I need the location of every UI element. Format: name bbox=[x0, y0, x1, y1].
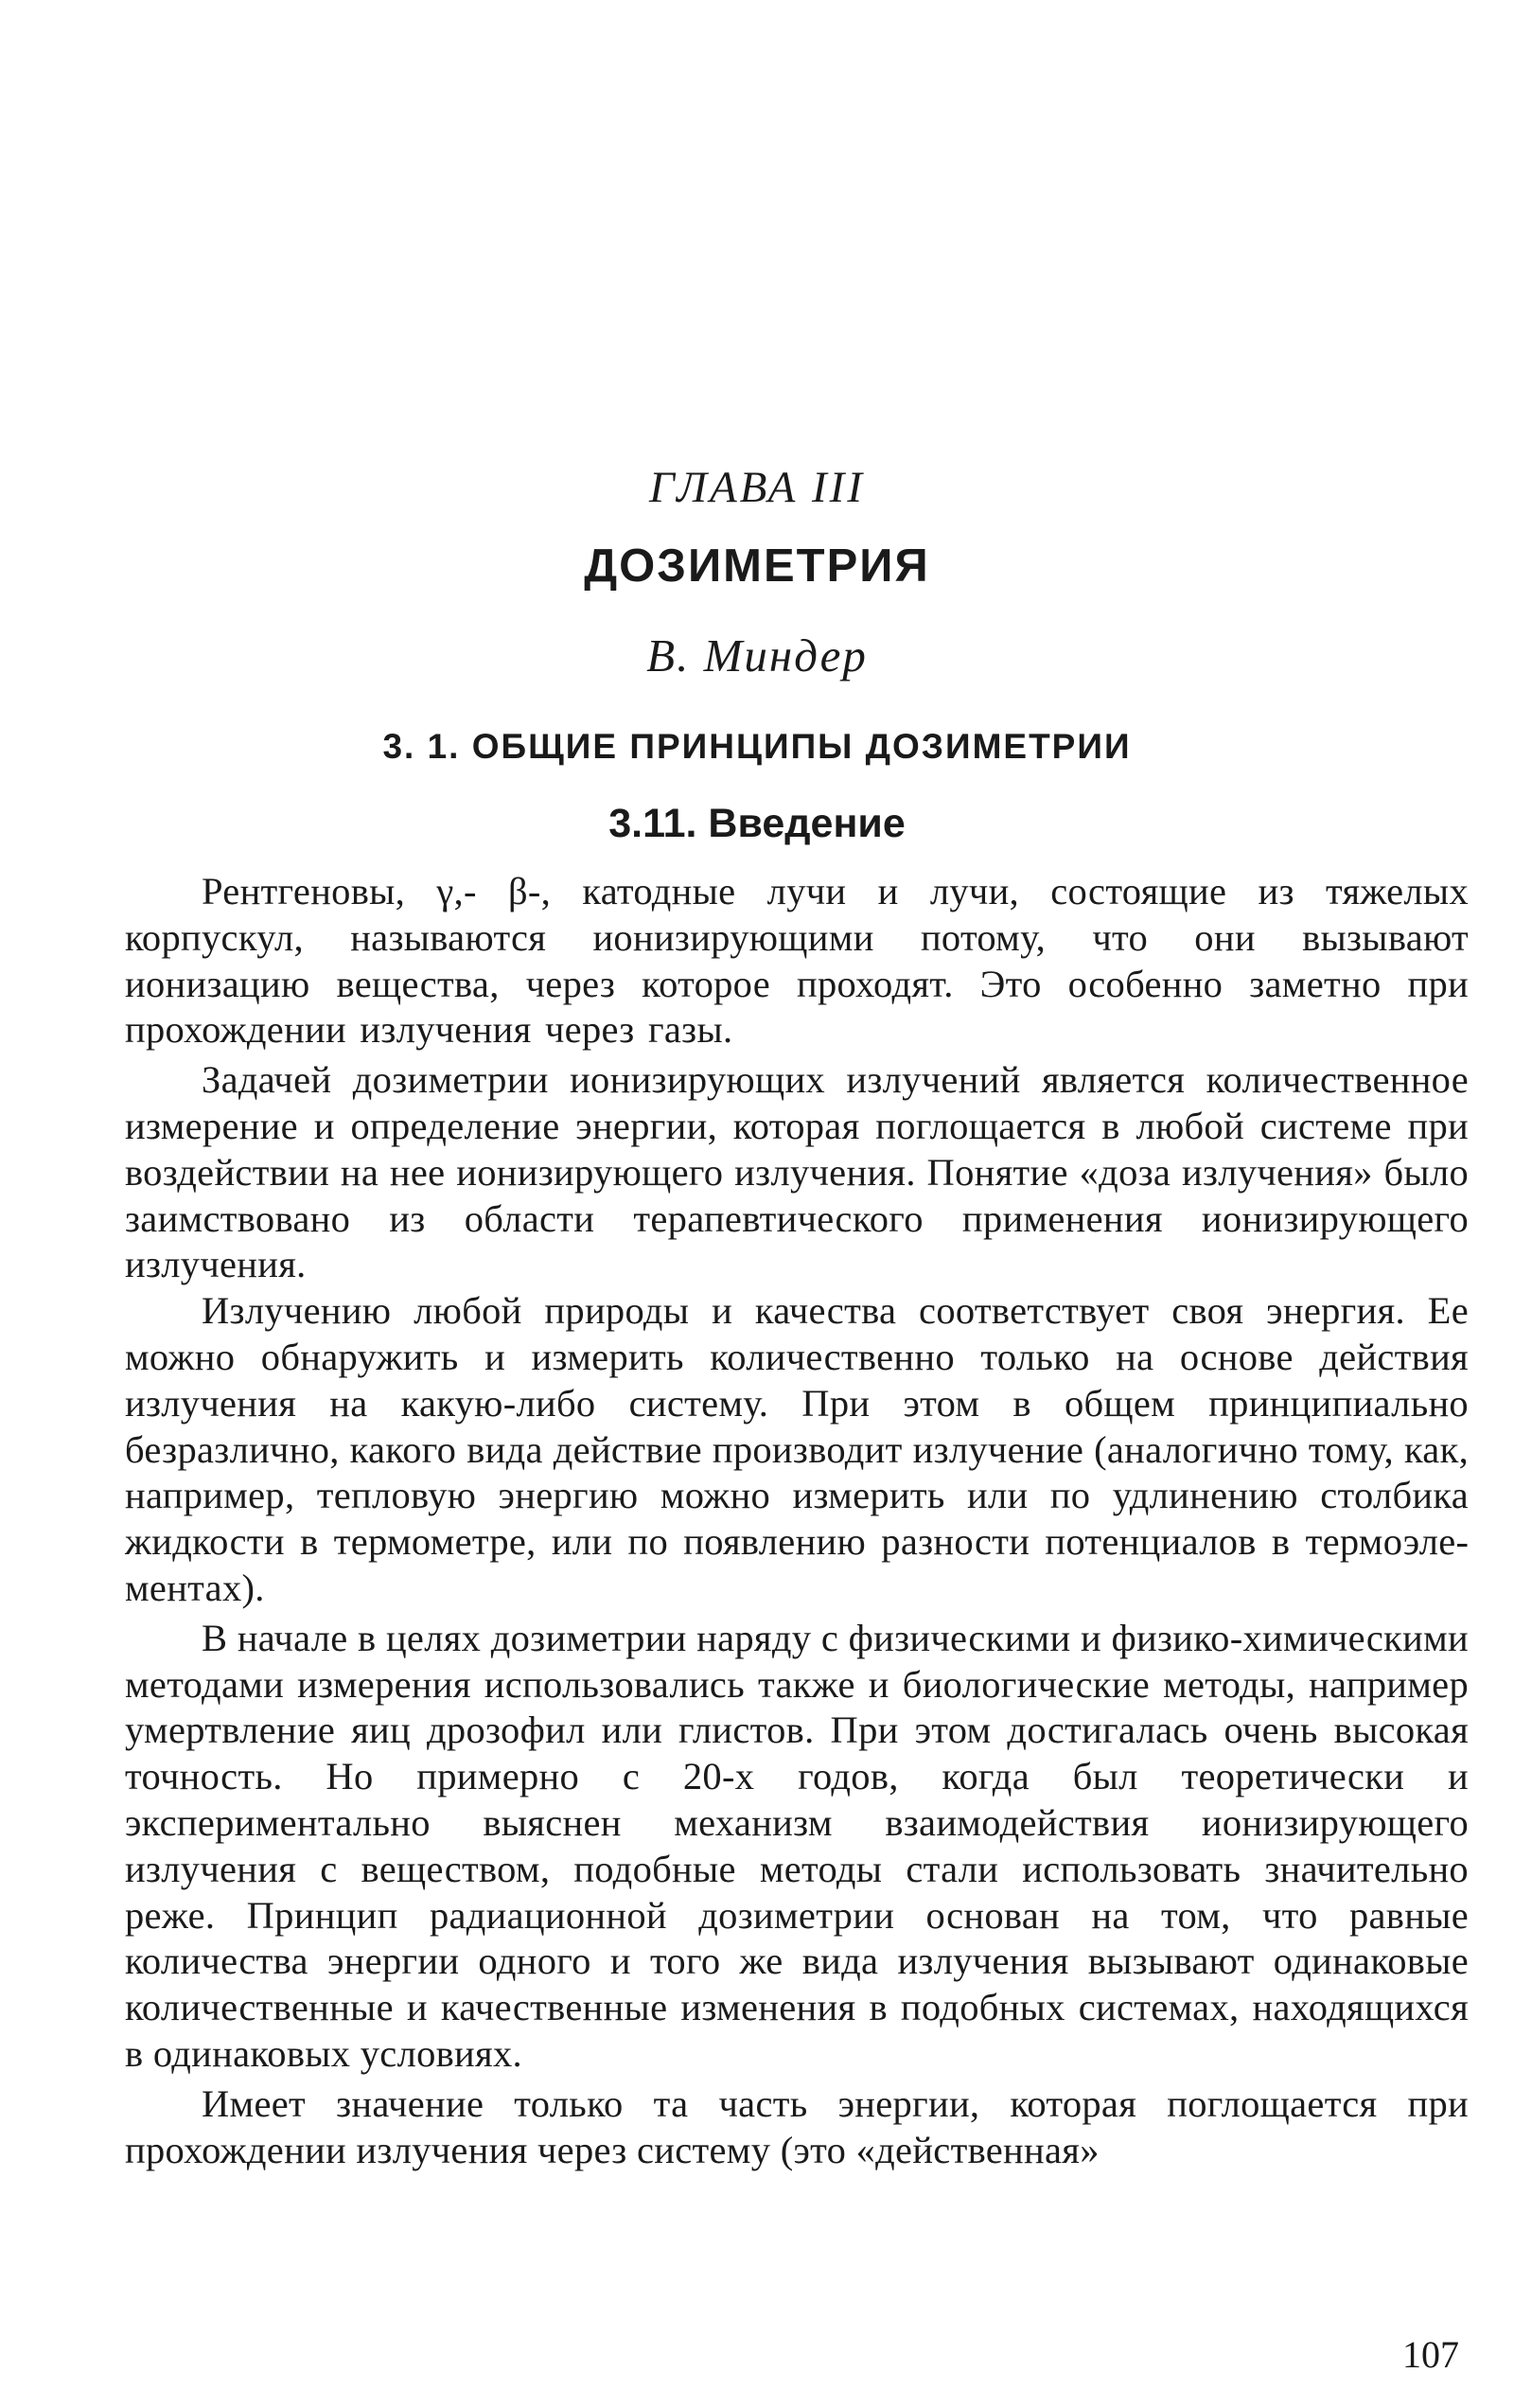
paragraph: Излучению любой природы и качества соответствует своя энергия. Ее можно обнаружить и измерить количественно только на основе действия излучения на какую-либо систему. При этом в общем принципиально безразлично, какого вида действие производит излучение (аналогично тому, как, например, тепловую энергию можно измерить или по удлинению столбика жидкости в термометре, или по появлению разности потенциалов в термоэлементах). bbox=[125, 1289, 1469, 1609]
paragraph: Задачей дозиметрии ионизирующих излучений является количественное измерение и определение энергии, которая поглощается в любой системе при воздействии на нее ионизирующего излучения. Понятие «доза излучения» было заимствовано из области терапевтического применения ионизирующего излучения. bbox=[125, 1058, 1469, 1286]
section-title: 3. 1. ОБЩИЕ ПРИНЦИПЫ ДОЗИМЕТРИИ bbox=[382, 727, 1132, 766]
chapter-label: ГЛАВА III bbox=[649, 463, 865, 512]
paragraph: В начале в целях дозиметрии наряду с физическими и физико-химическими методами измерения использовались также и биологические методы, например умертвление яиц дрозофил или глистов. При этом достигалась очень высокая точность. Но примерно с 20-х годов, когда был теоретически и экспериментально выяснен механизм взаимодействия ионизирующего излучения с веществом, подобные методы стали использовать значительно реже. Принцип радиационной дозиметрии основан на том, что равные количества энергии одного и того же вида излучения вызывают одинаковые количественные и качественные изменения в подобных системах, находящихся в одинаковых условиях. bbox=[125, 1616, 1469, 2075]
paragraph: Рентгеновы, γ,- β-, катодные лучи и лучи, состоящие из тяжелых корпускул, называются ионизирующими потому, что они вызывают ионизацию вещества, через которое проходят. Это особенно заметно при прохождении излучения через газы. bbox=[125, 870, 1469, 1052]
paragraph: Имеет значение только та часть энергии, которая поглощается при прохождении излучения через систему (это «действенная» bbox=[125, 2081, 1469, 2171]
body-text bbox=[125, 869, 1469, 2173]
author-name: В. Миндер bbox=[646, 629, 868, 682]
subsection-title: 3.11. Введение bbox=[608, 801, 906, 846]
chapter-title: ДОЗИМЕТРИЯ bbox=[584, 540, 930, 592]
page-number: 107 bbox=[1402, 2333, 1459, 2376]
